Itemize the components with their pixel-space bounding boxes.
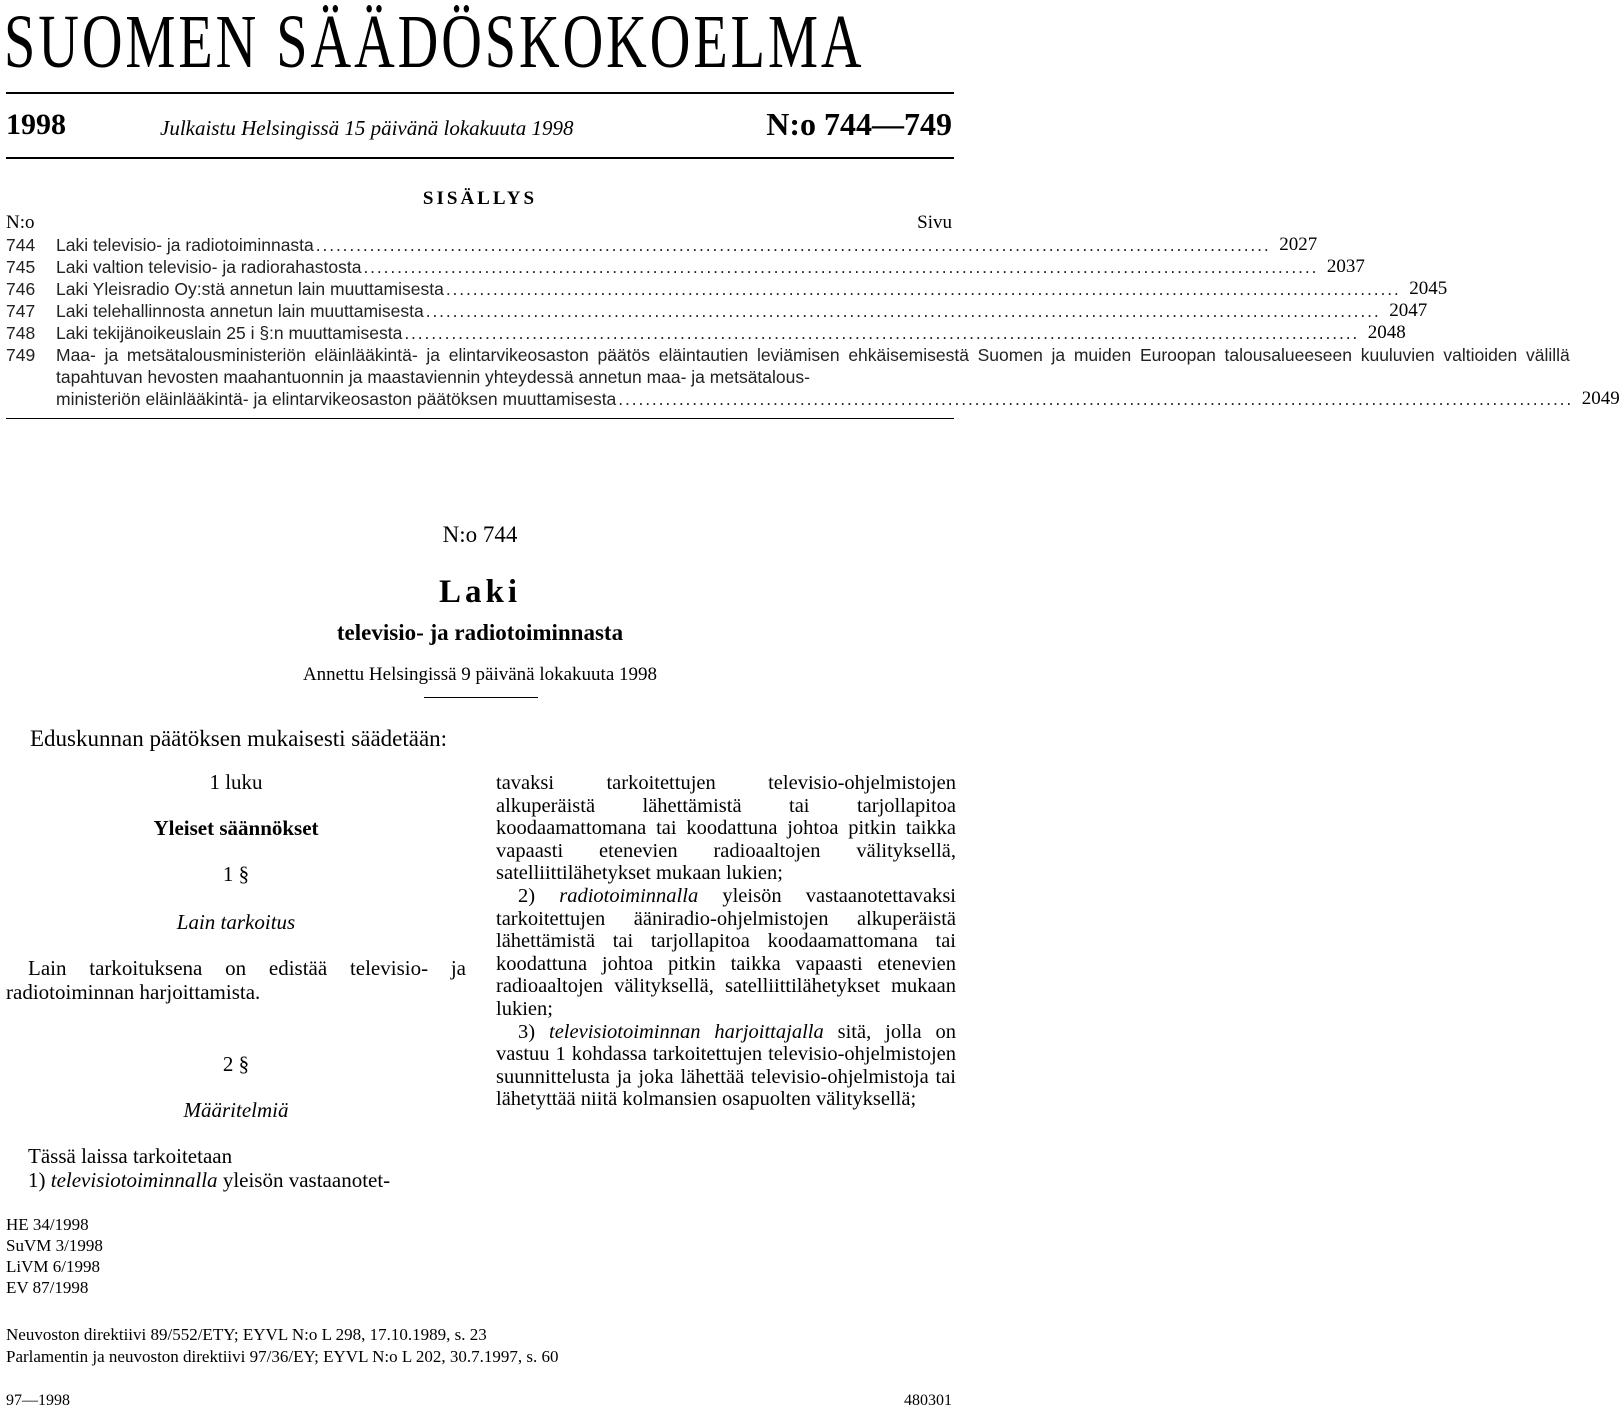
law-given-date: Annettu Helsingissä 9 päivänä lokakuuta 1998 (302, 664, 658, 685)
law-short-rule (424, 697, 538, 698)
law-type: Laki (438, 574, 522, 610)
toc-number: 744 (6, 235, 36, 255)
footer-left: 97—1998 (6, 1392, 70, 1409)
toc-row (6, 278, 1448, 300)
masthead-title: SUOMEN SÄÄDÖSKOKOELMA (4, 0, 865, 84)
item-text: yleisön vastaanotettavaksi tarkoitettujen ääniradio-ohjelmistojen alkuperäistä lähettämistä tai tarjollapitoa koodaamattomana tai koodattuna johtoa pitkin taikka vapaasti etenevien radioaaltojen välityksellä, satelliittilähetykset mukaan lukien; (496, 884, 956, 1020)
item-number: 3) (518, 1020, 549, 1043)
left-column (6, 770, 466, 1190)
section-2-item-1 (6, 1168, 466, 1192)
header-rule (6, 157, 954, 159)
toc-leader (618, 388, 1569, 410)
toc-row (6, 234, 1318, 256)
section-2-title: Määritelmiä (183, 1098, 289, 1122)
toc-row-long (6, 344, 1620, 410)
directive: Neuvoston direktiivi 89/552/ETY; EYVL N:o L 298, 17.10.1989, s. 23 (6, 1325, 487, 1344)
toc-leader (404, 322, 1355, 344)
toc-row (6, 322, 1406, 344)
section-1-number: 1 § (222, 862, 250, 886)
toc-entry: Laki telehallinnosta annetun lain muuttamisesta (56, 301, 424, 321)
section-2-intro: Tässä laissa tarkoitetaan (28, 1144, 233, 1168)
toc-leader (316, 234, 1267, 256)
item-number: 1) (28, 1168, 51, 1192)
law-number: N:o 744 (442, 522, 518, 547)
toc-entry-long: Maa- ja metsätalousministeriön eläinlääkintä- ja elintarvikeosaston päätös eläintautien leviämisen ehkäisemisestä Suomen ja muiden Euroopan talousalueeseen kuuluvien valtioiden välillä tapahtuvan hevosten maahantuonnin ja maastaviennin yhteydessä annetun maa- ja metsätalous- (56, 345, 1570, 387)
reference: HE 34/1998 (6, 1215, 89, 1234)
toc-leader (446, 278, 1397, 300)
toc-page: 2049 (1581, 388, 1620, 409)
defined-term: televisiotoiminnan harjoittajalla (549, 1020, 824, 1043)
reference: LiVM 6/1998 (6, 1257, 100, 1276)
section-1-text: Lain tarkoituksena on edistää televisio- ja radiotoiminnan harjoittamista. (6, 956, 466, 1004)
toc-entry-long-end: ministeriön eläinlääkintä- ja elintarvikeosaston päätöksen muuttamisesta (56, 389, 617, 409)
defined-term: televisiotoiminnalla (50, 1168, 218, 1192)
toc-entry: Laki valtion televisio- ja radiorahastosta (56, 257, 362, 277)
issue-year: 1998 (6, 108, 66, 141)
masthead-rule (6, 92, 954, 94)
toc-leader (426, 300, 1377, 322)
publication-date: Julkaistu Helsingissä 15 päivänä lokakuuta 1998 (160, 116, 574, 140)
chapter-title: Yleiset säännökset (153, 816, 319, 840)
defined-term: radiotoiminnalla (559, 884, 699, 907)
legislative-references (6, 1214, 103, 1298)
section-1-title: Lain tarkoitus (176, 910, 296, 934)
toc-rule (6, 418, 954, 419)
definition-item-3 (496, 1021, 956, 1111)
directive: Parlamentin ja neuvoston direktiivi 97/36/EY; EYVL N:o L 202, 30.7.1997, s. 60 (6, 1347, 559, 1366)
toc-page: 2027 (1279, 234, 1318, 255)
toc-page: 2037 (1326, 256, 1365, 277)
reference: SuVM 3/1998 (6, 1236, 103, 1255)
footer-right: 480301 (904, 1392, 952, 1409)
definition-continued: tavaksi tarkoitettujen televisio-ohjelmistojen alkuperäistä lähettämistä tai tarjollapitoa koodaamattomana tai koodattuna johtoa pitkin taikka vapaasti etenevien radioaaltojen välityksellä, satelliittilähetykset mukaan lukien; (496, 772, 956, 885)
toc-col-page: Sivu (917, 212, 952, 233)
right-column (496, 772, 956, 1111)
toc-entry: Laki tekijänoikeuslain 25 i §:n muuttamisesta (56, 323, 403, 343)
reference: EV 87/1998 (6, 1278, 89, 1297)
directive-references (6, 1324, 558, 1368)
toc-page: 2045 (1409, 278, 1448, 299)
chapter-number: 1 luku (209, 770, 263, 794)
law-subject: televisio- ja radiotoiminnasta (336, 620, 624, 645)
toc-number: 746 (6, 279, 36, 299)
item-text: sitä, jolla on vastuu 1 kohdassa tarkoitettujen televisio-ohjelmistojen suunnittelusta ja joka lähettää televisio-ohjelmistoja tai lähetyttää niitä kolmansien osapuolten välityksellä; (496, 1020, 957, 1111)
definition-item-2 (496, 885, 956, 1021)
toc-row (6, 300, 1428, 322)
toc-number: 747 (6, 301, 36, 321)
item-text: yleisön vastaanotet- (217, 1168, 391, 1192)
toc-entry: Laki televisio- ja radiotoiminnasta (56, 235, 314, 255)
toc-title: SISÄLLYS (422, 188, 538, 209)
table-of-contents (6, 234, 1620, 410)
toc-number: 745 (6, 257, 36, 277)
toc-leader (363, 256, 1314, 278)
toc-number: 749 (6, 345, 36, 365)
toc-col-number: N:o (6, 212, 35, 233)
toc-page: 2048 (1367, 322, 1406, 343)
item-number: 2) (518, 884, 560, 907)
toc-page: 2047 (1389, 300, 1428, 321)
section-2-number: 2 § (222, 1052, 250, 1076)
enactment-clause: Eduskunnan päätöksen mukaisesti säädetään: (30, 726, 448, 751)
issue-numbers: N:o 744—749 (766, 106, 952, 142)
toc-row (6, 256, 1365, 278)
toc-entry: Laki Yleisradio Oy:stä annetun lain muuttamisesta (56, 279, 444, 299)
toc-number: 748 (6, 323, 36, 343)
